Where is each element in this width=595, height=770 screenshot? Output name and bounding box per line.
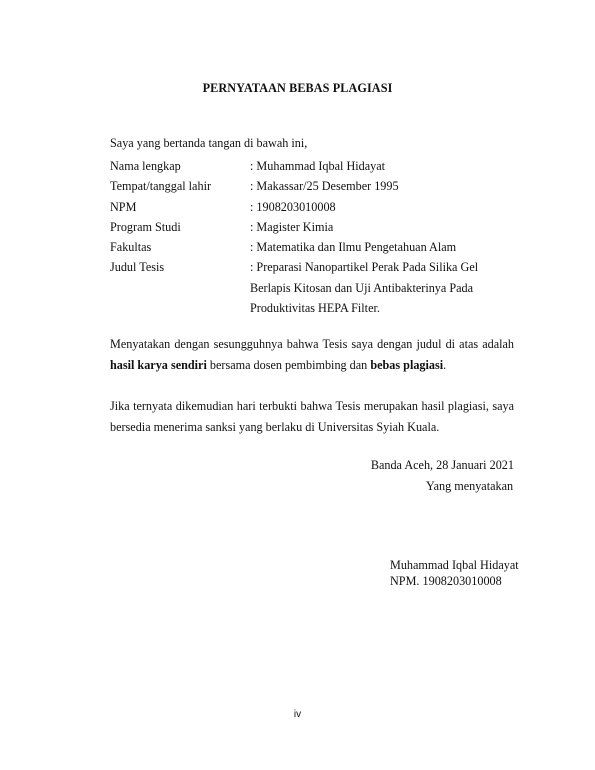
field-label: Judul Tesis bbox=[110, 260, 165, 275]
declaration-paragraph bbox=[110, 334, 514, 376]
field-value: : Matematika dan Ilmu Pengetahuan Alam bbox=[250, 240, 457, 255]
field-value: : Muhammad Iqbal Hidayat bbox=[250, 159, 386, 173]
field-value: Produktivitas HEPA Filter. bbox=[250, 301, 380, 316]
field-label bbox=[110, 278, 250, 298]
signer-npm: NPM. 1908203010008 bbox=[390, 574, 502, 588]
field-row-birth bbox=[110, 176, 520, 196]
field-value: : Magister Kimia bbox=[250, 219, 334, 234]
signer-name: Muhammad Iqbal Hidayat bbox=[390, 558, 519, 572]
declaration-text: . bbox=[443, 358, 447, 372]
field-row-npm bbox=[110, 197, 520, 217]
document-title: PERNYATAAN BEBAS PLAGIASI bbox=[202, 81, 393, 95]
identity-fields bbox=[110, 156, 520, 318]
page-number: iv bbox=[293, 709, 302, 720]
declaration-bold-original-work: hasil karya sendiri bbox=[110, 358, 207, 372]
declaration-text: bersama dosen pembimbing dan bbox=[206, 358, 371, 372]
field-row-program bbox=[110, 217, 520, 237]
place-date: Banda Aceh, 28 Januari 2021 bbox=[370, 458, 514, 472]
field-value: Berlapis Kitosan dan Uji Antibakterinya Pada bbox=[250, 280, 474, 295]
field-label: Tempat/tanggal lahir bbox=[110, 179, 212, 194]
field-value: : Makassar/25 Desember 1995 bbox=[250, 179, 399, 194]
field-row-thesis-title-cont bbox=[110, 278, 520, 298]
field-label bbox=[110, 298, 250, 318]
field-value: : 1908203010008 bbox=[250, 199, 336, 214]
declaration-text: Menyatakan dengan sesungguhnya bahwa Tesis saya dengan judul di atas adalah bbox=[110, 337, 514, 351]
sanction-paragraph: Jika ternyata dikemudian hari terbukti bahwa Tesis merupakan hasil plagiasi, saya bersedia menerima sanksi yang berlaku di Universitas Syiah Kuala. bbox=[110, 399, 514, 434]
field-row-name bbox=[110, 156, 520, 176]
field-label: Fakultas bbox=[110, 240, 152, 255]
field-label: Program Studi bbox=[110, 219, 181, 234]
signer-block bbox=[390, 557, 519, 589]
field-label: Nama lengkap bbox=[110, 159, 181, 173]
field-label: NPM bbox=[110, 199, 137, 214]
intro-text: Saya yang bertanda tangan di bawah ini, bbox=[110, 136, 308, 150]
field-row-thesis-title-cont bbox=[110, 298, 520, 318]
field-row-faculty bbox=[110, 237, 520, 257]
closing-text: Yang menyatakan bbox=[426, 479, 514, 493]
field-row-thesis-title bbox=[110, 257, 520, 277]
field-value: : Preparasi Nanopartikel Perak Pada Silika Gel bbox=[250, 260, 479, 275]
declaration-bold-plagiarism-free: bebas plagiasi bbox=[370, 358, 444, 372]
